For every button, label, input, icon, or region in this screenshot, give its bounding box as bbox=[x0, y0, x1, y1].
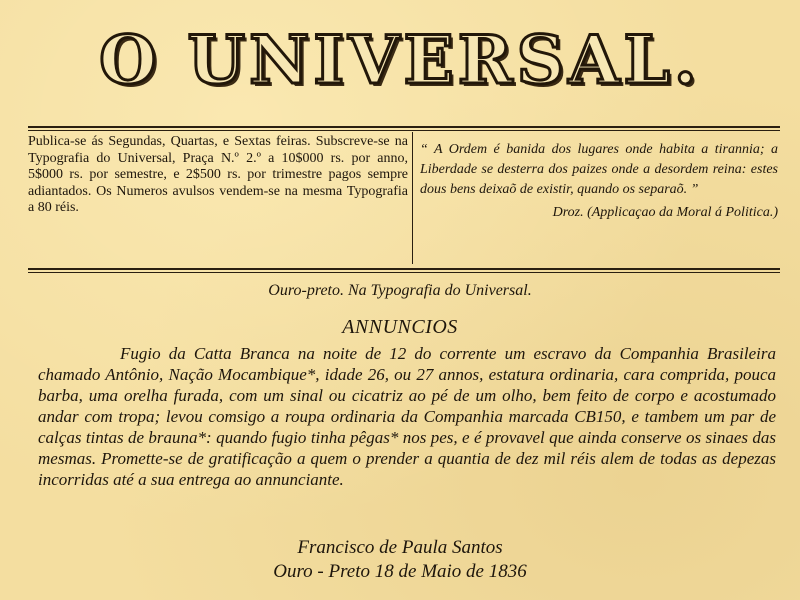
epigraph-quote: “ A Ordem é banida dos lugares onde habita a tirannia; a Liberdade se desterra dos paizes onde a desordem reina: estes dous bens deixaõ de existir, quando os separaõ. ” bbox=[420, 142, 778, 197]
header-top-rule bbox=[28, 126, 780, 128]
epigraph-source: Droz. (Applicaçao da Moral á Politica.) bbox=[552, 205, 778, 220]
advertisement-signature bbox=[0, 536, 800, 584]
section-heading: ANNUNCIOS bbox=[342, 316, 458, 338]
signature-name: Francisco de Paula Santos bbox=[297, 537, 503, 558]
newspaper-title: O UNIVERSAL. bbox=[99, 21, 701, 99]
epigraph bbox=[420, 140, 778, 262]
dateline: Ouro-preto. Na Typografia do Universal. bbox=[268, 282, 532, 299]
column-divider bbox=[412, 132, 413, 264]
header-bottom-rule bbox=[28, 268, 780, 270]
signature-place-date: Ouro - Preto 18 de Maio de 1836 bbox=[273, 561, 527, 582]
publication-info: Publica-se ás Segundas, Quartas, e Sextas feiras. Subscreve-se na Typografia do Universal, Praça N.º 2.º a 10$000 rs. por anno, 5$000 rs. por semestre, e 2$500 rs. por trimestre pagos sempre adiantados. Os Numeros avulsos vendem-se na mesma Typografia a 80 réis. bbox=[28, 134, 408, 215]
advertisement-text: Fugio da Catta Branca na noite de 12 do corrente um escravo da Companhia Brasileira chamado Antônio, Nação Mocambique*, idade 26, ou 27 annos, estatura ordinaria, cara comprida, pouca barba, uma orelha furada, com um sinal ou cicatriz ao pé de um olho, bem feito de corpo e acostumado andar com tropa; levou comsigo a roupa ordinaria da Companhia marcada CB150, e tambem um par de calças tintas de brauna*: quando fugio tinha pêgas* nos pes, e é provavel que ainda conserve os sinaes das mesmas. Promette-se de gratificação a quem o prender a quantia de dez mil réis alem de todas as depezas incorridas até a sua entrega ao annunciante. bbox=[38, 344, 776, 489]
masthead bbox=[0, 10, 800, 110]
